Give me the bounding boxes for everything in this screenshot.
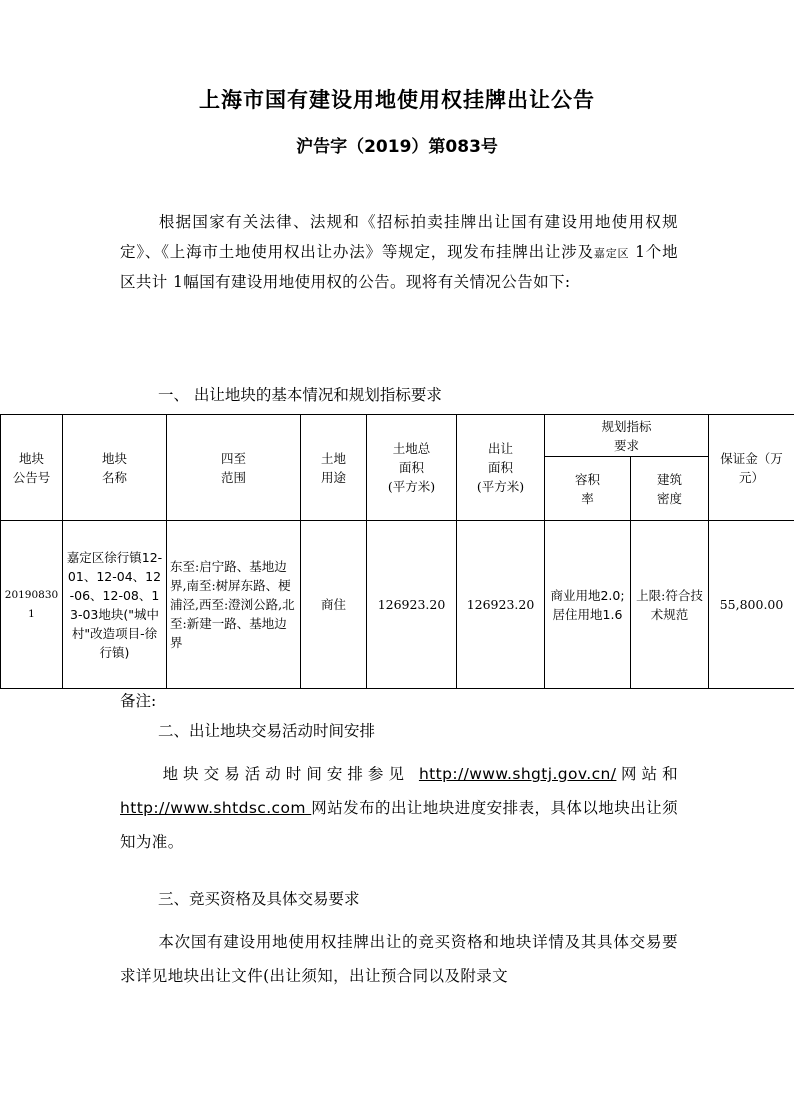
header-parcel-no: 地块 公告号 [1,415,63,521]
cell-land-use: 商住 [301,521,367,689]
header-building-density: 建筑 密度 [631,457,709,521]
section-2-text-2: 网站和 [616,765,678,783]
cell-transfer-area: 126923.20 [457,521,545,689]
section-2-title: 二、出让地块交易活动时间安排 [158,722,376,740]
page-title: 上海市国有建设用地使用权挂牌出让公告 [199,88,595,112]
header-total-area: 土地总 面积 (平方米) [367,415,457,521]
shgtj-link[interactable]: http://www.shgtj.gov.cn/ [418,765,617,783]
cell-parcel-name: 嘉定区徐行镇12-01、12-04、12-06、12-08、13-03地块("城中村"改造项目-徐行镇) [63,521,167,689]
section-2-text-3: 网站发布的出让地块进度安排表，具体以地块出让须知为准。 [120,799,678,851]
section-3-text: 本次国有建设用地使用权挂牌出让的竞买资格和地块详情及其具体交易要求详见地块出让文件(出让须知，出让预合同以及附录文 [120,933,678,985]
header-boundaries: 四至 范围 [167,415,301,521]
remark-label: 备注: [120,692,157,710]
section-2-text-1: 地块交易活动时间安排参见 [158,765,419,783]
intro-text-2: 1个地区共计 1幅国有建设用地使用权的公告。现将有关情况公告如下: [120,242,679,291]
header-deposit: 保证金（万元） [709,415,794,521]
header-planning: 规划指标 要求 [545,415,709,457]
cell-total-area: 126923.20 [367,521,457,689]
cell-plot-ratio: 商业用地2.0;居住用地1.6 [545,521,631,689]
header-land-use: 土地 用途 [301,415,367,521]
shtdsc-link[interactable]: http://www.shtdsc.com [120,799,312,817]
table-row [1,521,794,689]
cell-boundaries: 东至:启宁路、基地边界,南至:树屏东路、梗浦泾,西至:澄浏公路,北至:新建一路、基地边界 [167,521,301,689]
section-1-title: 一、 出让地块的基本情况和规划指标要求 [158,386,442,404]
cell-parcel-no: 201908301 [1,521,63,689]
section-2-paragraph [120,757,678,859]
intro-text-1: 根据国家有关法律、法规和《招标拍卖挂牌出让国有建设用地使用权规定》、《上海市土地使用权出让办法》等规定，现发布挂牌出让涉及 [120,213,678,261]
header-transfer-area: 出让 面积 (平方米) [457,415,545,521]
header-parcel-name: 地块 名称 [63,415,167,521]
intro-district: 嘉定区 [593,246,630,260]
section-3-paragraph [120,925,678,993]
parcel-table [0,414,794,689]
header-plot-ratio: 容积 率 [545,457,631,521]
section-3-title: 三、竞买资格及具体交易要求 [158,890,360,908]
announcement-number: 沪告字（2019）第083号 [296,137,498,157]
intro-paragraph [120,208,678,298]
cell-deposit: 55,800.00 [709,521,794,689]
cell-building-density: 上限:符合技术规范 [631,521,709,689]
